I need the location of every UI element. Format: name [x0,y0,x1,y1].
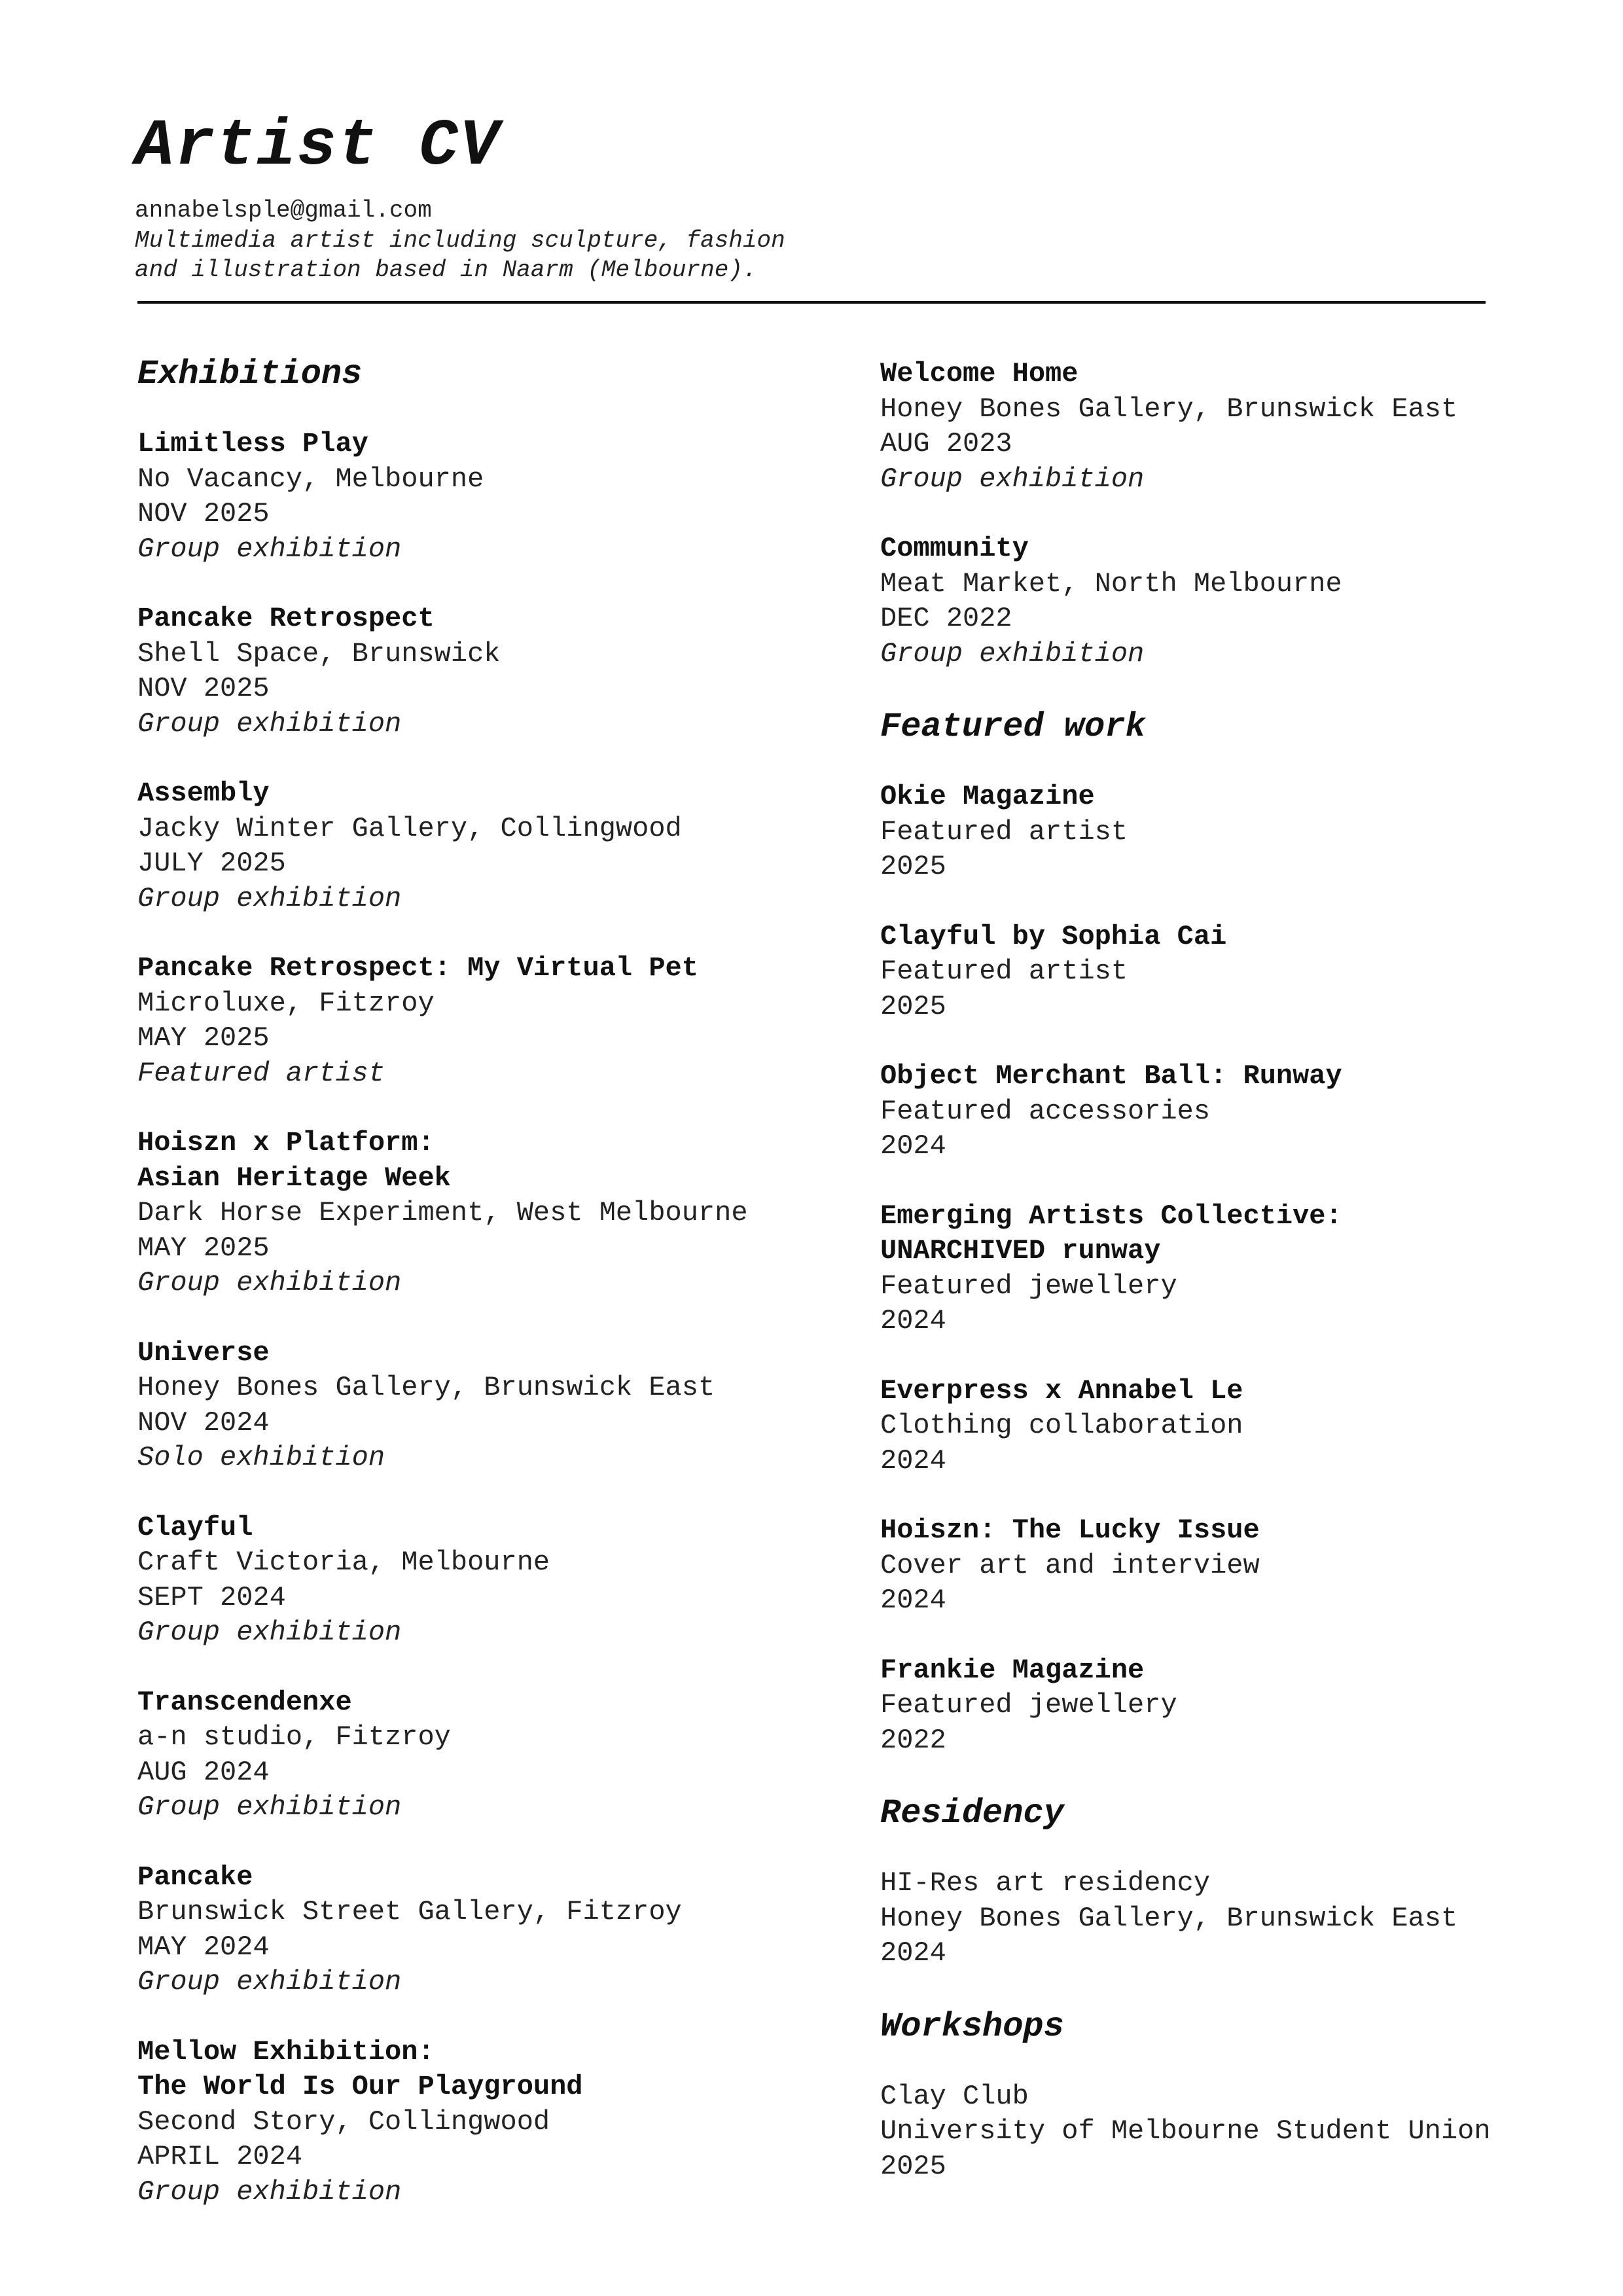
header [135,108,1496,285]
exhibition-name: Mellow Exhibition: The World Is Our Playground [137,2036,583,2102]
featured-year: 2022 [880,1724,946,1756]
exhibition-type: Group exhibition [137,533,402,565]
featured-year: 2025 [880,990,946,1022]
residency-name: HI-Res art residency [880,1867,1211,1899]
exhibition-name: Hoiszn x Platform: Asian Heritage Week [137,1127,451,1194]
exhibition-name: Welcome Home [880,358,1079,389]
featured-year: 2024 [880,1585,946,1616]
exhibition-date: JULY 2025 [137,848,286,879]
exhibition-venue: No Vacancy, Melbourne [137,463,484,495]
exhibition-venue: Microluxe, Fitzroy [137,987,435,1019]
featured-entry [880,1653,1600,1759]
exhibition-entry [137,776,857,916]
exhibition-venue: Craft Victoria, Melbourne [137,1547,550,1578]
featured-role: Clothing collaboration [880,1410,1243,1441]
exhibition-date: NOV 2025 [137,673,270,704]
exhibition-entry [137,951,857,1091]
exhibition-date: AUG 2023 [880,428,1012,459]
featured-name: Emerging Artists Collective: UNARCHIVED runway [880,1200,1342,1266]
featured-role: Featured accessories [880,1095,1211,1127]
exhibition-name: Pancake Retrospect: My Virtual Pet [137,952,698,984]
exhibition-date: MAY 2025 [137,1232,270,1264]
exhibition-venue: Dark Horse Experiment, West Melbourne [137,1197,748,1229]
section-heading-exhibitions: Exhibitions [137,355,363,393]
featured-entry [880,1513,1600,1619]
exhibition-entry [137,1336,857,1476]
exhibition-venue: a-n studio, Fitzroy [137,1721,451,1753]
section-heading-workshops: Workshops [880,2007,1064,2046]
exhibition-venue: Jacky Winter Gallery, Collingwood [137,812,682,844]
featured-name: Frankie Magazine [880,1654,1145,1686]
exhibition-type: Group exhibition [880,637,1145,670]
left-column [137,353,857,2244]
workshop-entry [880,2079,1600,2185]
header-divider [137,301,1486,304]
exhibition-date: APRIL 2024 [137,2141,303,2172]
residency-year: 2024 [880,1937,946,1969]
exhibition-name: Pancake [137,1861,253,1893]
exhibition-venue: Second Story, Collingwood [137,2106,550,2138]
exhibition-date: NOV 2024 [137,1407,270,1439]
exhibition-name: Transcendenxe [137,1686,352,1718]
featured-role: Featured artist [880,956,1128,987]
featured-name: Okie Magazine [880,781,1095,812]
exhibition-name: Assembly [137,778,270,809]
exhibition-type: Group exhibition [137,2176,402,2208]
section-heading-residency: Residency [880,1794,1064,1833]
residency-venue: Honey Bones Gallery, Brunswick East [880,1902,1458,1934]
featured-entry [880,1374,1600,1479]
tagline-line: and illustration based in Naarm (Melbourne). [135,257,757,283]
featured-year: 2024 [880,1444,946,1477]
exhibition-entry [137,1860,857,2000]
tagline [135,226,855,285]
featured-entry [880,1199,1600,1339]
exhibition-type: Solo exhibition [137,1442,385,1473]
featured-entry [880,1059,1600,1164]
exhibition-date: MAY 2024 [137,1931,270,1963]
exhibition-entry [137,1511,857,1651]
exhibition-type: Group exhibition [137,708,402,740]
exhibition-name: Universe [137,1336,270,1369]
exhibition-type: Group exhibition [137,1617,402,1648]
exhibition-entry [137,601,857,742]
featured-role: Featured jewellery [880,1689,1177,1721]
exhibition-name: Community [880,533,1029,564]
exhibition-venue: Brunswick Street Gallery, Fitzroy [137,1896,682,1928]
exhibition-entry [137,2035,857,2210]
exhibition-entry [880,357,1600,497]
featured-name: Everpress x Annabel Le [880,1374,1243,1407]
exhibition-entry [137,427,857,567]
exhibition-type: Group exhibition [880,463,1145,495]
exhibition-name: Clayful [137,1511,253,1543]
featured-role: Featured artist [880,816,1128,848]
featured-name: Clayful by Sophia Cai [880,920,1227,952]
exhibition-type: Group exhibition [137,1791,402,1823]
exhibition-name: Pancake Retrospect [137,603,435,634]
featured-role: Featured jewellery [880,1270,1177,1302]
workshop-year: 2025 [880,2150,946,2182]
exhibition-venue: Shell Space, Brunswick [137,637,501,670]
workshop-name: Clay Club [880,2080,1029,2112]
residency-entry [880,1866,1600,1971]
workshop-venue: University of Melbourne Student Union [880,2115,1491,2147]
exhibition-date: SEPT 2024 [137,1581,286,1613]
featured-entry [880,780,1600,885]
exhibition-type: Featured artist [137,1057,385,1089]
right-column [880,357,1600,2219]
featured-entry [880,920,1600,1025]
exhibition-venue: Honey Bones Gallery, Brunswick East [137,1372,715,1403]
exhibition-entry [137,1685,857,1825]
featured-year: 2024 [880,1130,946,1162]
exhibition-type: Group exhibition [137,882,402,914]
exhibition-name: Limitless Play [137,428,368,459]
exhibition-date: DEC 2022 [880,603,1012,634]
exhibition-date: AUG 2024 [137,1756,270,1788]
tagline-line: Multimedia artist including sculpture, fashion [135,227,785,254]
exhibition-entry [880,531,1600,672]
exhibition-date: MAY 2025 [137,1022,270,1054]
featured-year: 2024 [880,1305,946,1336]
email-address[interactable]: annabelsple@gmail.com [135,197,432,224]
exhibition-date: NOV 2025 [137,498,270,529]
featured-role: Cover art and interview [880,1549,1260,1581]
featured-name: Object Merchant Ball: Runway [880,1060,1342,1092]
page-title: Artist CV [135,110,501,184]
exhibition-venue: Honey Bones Gallery, Brunswick East [880,393,1458,425]
featured-year: 2025 [880,851,946,882]
exhibition-venue: Meat Market, North Melbourne [880,567,1342,600]
exhibition-type: Group exhibition [137,1267,402,1299]
featured-name: Hoiszn: The Lucky Issue [880,1515,1260,1546]
exhibition-entry [137,1126,857,1301]
exhibition-type: Group exhibition [137,1966,402,1998]
section-heading-featured-work: Featured work [880,708,1146,746]
